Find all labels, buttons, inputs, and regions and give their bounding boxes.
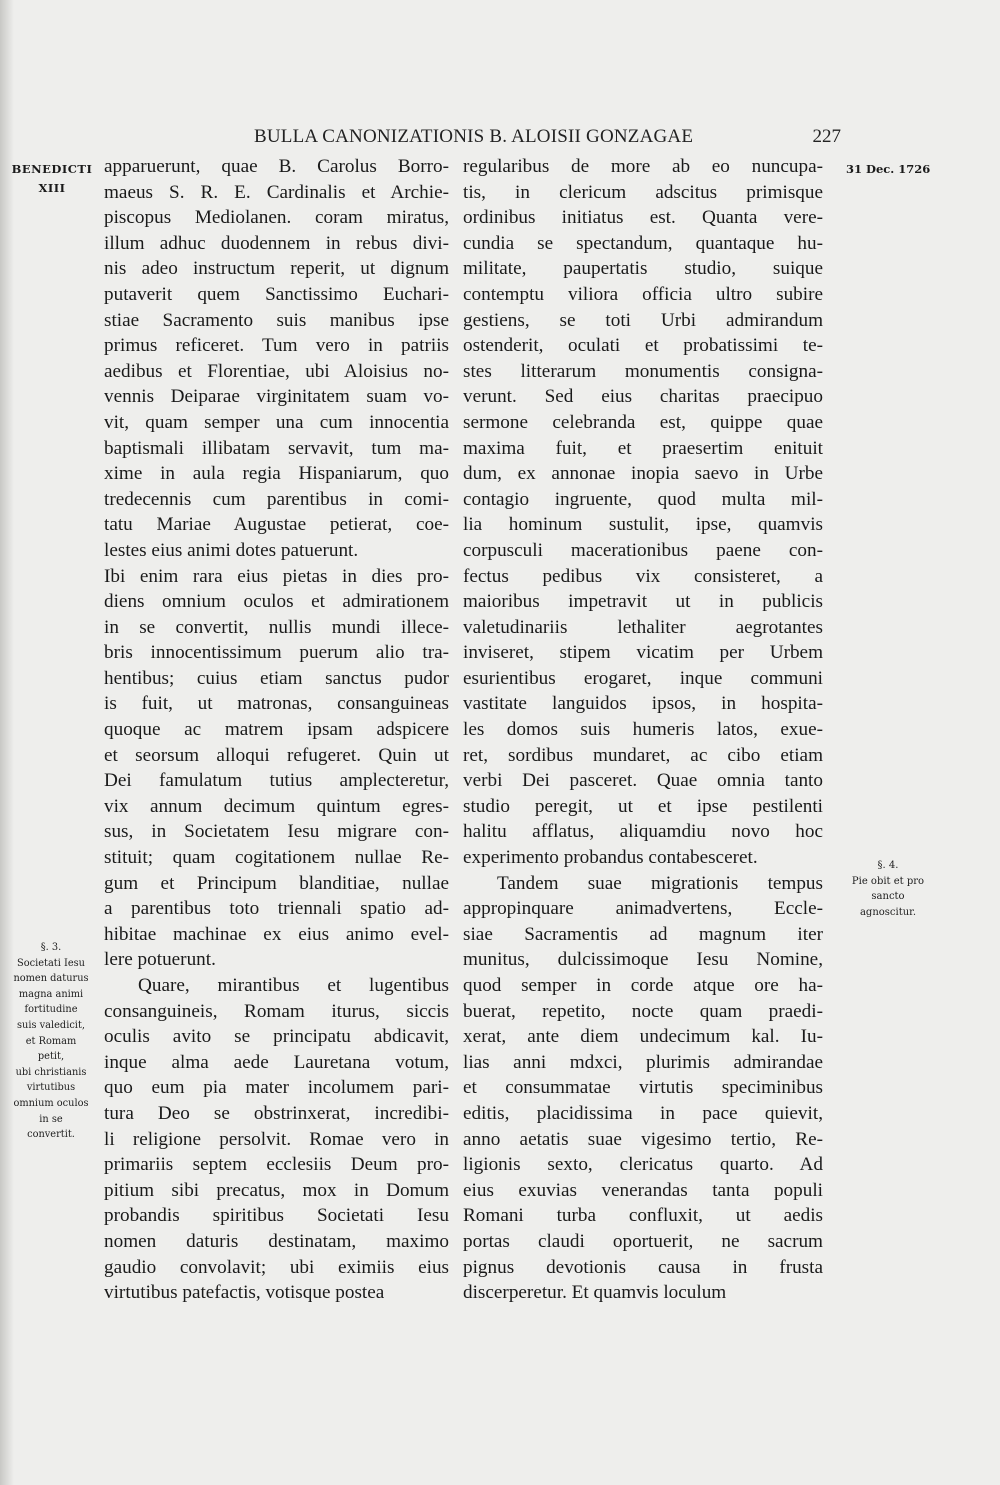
text-line: et consummatae virtutis speciminibus <box>463 1077 823 1099</box>
margin-note-line: §. 3. <box>40 942 62 953</box>
text-line: Quare, mirantibus et lugentibus <box>138 975 449 996</box>
text-line: portas claudi oportuerit, ne sacrum <box>463 1230 823 1252</box>
text-line: probandis spiritibus Societati Iesu <box>104 1205 449 1227</box>
text-line: tura Deo se obstrinxerat, incredibi- <box>104 1102 449 1124</box>
text-line: quoque ac matrem ipsam adspicere <box>104 719 449 741</box>
margin-note-line: Societati Iesu <box>17 957 85 969</box>
margin-note-section-3 <box>4 940 98 1143</box>
text-line: discerperetur. Et quamvis loculum <box>463 1282 727 1304</box>
margin-pope-line: XIII <box>38 181 66 195</box>
text-line: gaudio convolavit; ubi eximiis eius <box>104 1256 449 1278</box>
margin-note-line: convertit. <box>27 1129 75 1141</box>
text-line: valetudinariis lethaliter aegrotantes <box>463 616 823 638</box>
text-line: stes litterarum monumentis consigna- <box>463 360 823 382</box>
margin-note-line: virtutibus <box>26 1082 76 1094</box>
margin-note-line: petit, <box>37 1051 65 1063</box>
text-line: vennis Deiparae virginitatem suam vo- <box>104 386 449 408</box>
text-line: xerat, ante diem undecimum kal. Iu- <box>463 1026 823 1048</box>
text-line: contemptu viliora officia ultro subire <box>463 283 823 305</box>
text-line: in se convertit, nullis mundi illece- <box>104 616 449 638</box>
text-line: contagio ingruente, quod multa mil- <box>463 488 823 510</box>
text-line: tatu Mariae Augustae petierat, coe- <box>104 514 449 536</box>
text-line: gestiens, se toti Urbi admirandum <box>463 309 823 331</box>
text-line: vit, quam semper una cum innocentia <box>104 411 449 433</box>
margin-note-line: fortitudine <box>24 1004 78 1016</box>
text-line: gum et Principum blanditiae, nullae <box>104 872 449 894</box>
text-line: pitium sibi precatus, mox in Domum <box>104 1179 449 1201</box>
text-line: fectus pedibus vix consisteret, a <box>463 565 823 587</box>
margin-note-line: suis valedicit, <box>17 1019 85 1031</box>
page-header <box>106 126 841 154</box>
text-line: editis, placidissima in pace quievit, <box>463 1102 823 1124</box>
text-line: Dei famulatum tutius amplecteretur, <box>104 770 449 792</box>
text-line: appropinquare animadvertens, Eccle- <box>463 898 823 920</box>
text-line: halitu afflatus, aliquamdiu novo hoc <box>463 821 823 843</box>
running-title: BULLA CANONIZATIONIS B. ALOISII GONZAGAE <box>254 126 694 147</box>
text-line: quo eum pia mater incolumem pari- <box>104 1077 449 1099</box>
text-line: ret, sordibus mundaret, ac cibo etiam <box>463 744 823 766</box>
text-line: eius exuvias venerandas tanta populi <box>463 1179 823 1201</box>
text-line: stiae Sacramento suis manibus ipse <box>104 309 449 331</box>
text-line: lia hominum sustulit, ipse, quamvis <box>463 514 823 536</box>
text-line: tredecennis cum parentibus in comi- <box>104 488 449 510</box>
text-line: Romani turba confluxit, ut aedis <box>463 1205 823 1227</box>
text-line: hentibus; cuius etiam sanctus pudor <box>104 667 449 689</box>
text-line: aedibus et Florentiae, ubi Aloisius no- <box>104 360 449 382</box>
margin-pope-line: BENEDICTI <box>11 162 93 176</box>
text-line: Ibi enim rara eius pietas in dies pro- <box>104 565 449 587</box>
text-line: xime in aula regia Hispaniarum, quo <box>104 463 449 485</box>
text-line: a parentibus toto triennali spatio ad- <box>104 898 449 920</box>
margin-date: 31 Dec. 1726 <box>846 162 931 176</box>
text-line: quod semper in corde atque ore ha- <box>463 975 823 996</box>
text-line: lestes eius animi dotes patuerunt. <box>104 539 359 561</box>
margin-note-line: sancto <box>871 891 905 903</box>
text-line: is fuit, ut matronas, consanguineas <box>104 693 449 715</box>
text-line: lere potuerunt. <box>104 949 216 971</box>
text-line: et seorsum alloqui refugeret. Quin ut <box>104 744 449 766</box>
text-line: primariis septem ecclesiis Deum pro- <box>104 1154 449 1176</box>
text-line: studio peregit, ut et ipse pestilenti <box>463 795 823 817</box>
text-line: verunt. Sed eius charitas praecipuo <box>463 386 823 408</box>
margin-note-line: in se <box>39 1113 63 1125</box>
text-line: stituit; quam cogitationem nullae Re- <box>104 847 449 869</box>
text-column-right <box>463 154 823 1306</box>
text-line: vastitate languidos ipsos, in hospita- <box>463 693 823 715</box>
margin-note-line: §. 4. <box>877 860 899 871</box>
text-column-left <box>104 154 449 1306</box>
text-line: vix annum decimum quintum egres- <box>104 795 449 817</box>
text-line: ordinibus initiatus est. Quanta vere- <box>463 207 823 229</box>
text-line: esurientibus erogaret, inque communi <box>463 667 823 689</box>
margin-note-line: Pie obit et pro <box>851 875 925 887</box>
margin-note-line: nomen daturus <box>13 973 89 985</box>
page-gutter-shadow <box>0 0 14 1485</box>
text-line: tis, in clericum adscitus primisque <box>463 181 823 203</box>
text-line: oculis avito se principatu abdicavit, <box>104 1026 449 1048</box>
text-line: regularibus de more ab eo nuncupa- <box>463 156 823 177</box>
text-line: inque alma aede Lauretana votum, <box>104 1051 449 1073</box>
text-line: dum, ex annonae inopia saevo in Urbe <box>463 463 823 485</box>
margin-note-line: ubi christianis <box>15 1066 87 1078</box>
text-line: hibitae machinae ex eius animo evel- <box>104 923 449 945</box>
text-line: experimento probandus contabesceret. <box>463 847 758 869</box>
text-line: munitus, dulcissimoque Iesu Nomine, <box>463 949 823 971</box>
text-line: Tandem suae migrationis tempus <box>497 872 823 894</box>
text-line: putaverit quem Sanctissimo Euchari- <box>104 283 449 305</box>
text-line: diens omnium oculos et admirationem <box>104 591 449 613</box>
margin-pope-name <box>6 160 98 198</box>
text-line: primus reficeret. Tum vero in patriis <box>104 335 449 357</box>
text-line: buerat, repetito, nocte quam praedi- <box>463 1000 823 1022</box>
text-line: cundia se spectandum, quantaque hu- <box>463 232 823 254</box>
margin-note-line: et Romam <box>25 1035 77 1047</box>
text-line: les domos suis humeris latos, exue- <box>463 719 823 741</box>
margin-note-line: magna animi <box>18 988 84 1000</box>
text-line: nomen daturis destinatam, maximo <box>104 1230 449 1252</box>
text-line: inviseret, stipem vicatim per Urbem <box>463 642 823 664</box>
text-line: maeus S. R. E. Cardinalis et Archie- <box>104 181 449 203</box>
text-line: maxima fuit, et praesertim enituit <box>463 437 823 459</box>
text-line: pignus devotionis causa in frusta <box>463 1256 823 1278</box>
text-line: corpusculi macerationibus paene con- <box>463 539 823 561</box>
margin-note-section-4 <box>836 858 940 920</box>
text-line: ostenderit, oculati et probatissimi te- <box>463 335 823 357</box>
text-line: virtutibus patefactis, votisque postea <box>104 1282 385 1304</box>
text-line: apparuerunt, quae B. Carolus Borro- <box>104 156 449 177</box>
text-line: illum adhuc duodennem in rebus divi- <box>104 232 449 254</box>
text-line: sermone celebranda est, quippe quae <box>463 411 823 433</box>
text-line: bris innocentissimum puerum alio tra- <box>104 642 449 664</box>
text-line: consanguineis, Romam iturus, siccis <box>104 1000 449 1022</box>
text-line: baptismali illibatam servavit, tum ma- <box>104 437 449 459</box>
text-line: ligionis sexto, clericatus quarto. Ad <box>463 1154 823 1176</box>
margin-note-line: agnoscitur. <box>859 906 917 918</box>
text-line: anno aetatis suae vigesimo tertio, Re- <box>463 1128 823 1150</box>
text-line: siae Sacramentis ad magnum iter <box>463 923 823 945</box>
margin-note-line: omnium oculos <box>13 1097 89 1109</box>
page-number: 227 <box>812 126 841 147</box>
text-line: maioribus impetravit ut in publicis <box>463 591 823 613</box>
text-line: piscopus Mediolanen. coram miratus, <box>104 207 449 229</box>
text-line: lias anni mdxci, plurimis admirandae <box>463 1051 823 1073</box>
text-line: sus, in Societatem Iesu migrare con- <box>104 821 449 843</box>
text-line: li religione persolvit. Romae vero in <box>104 1128 449 1150</box>
text-line: nis adeo instructum reperit, ut dignum <box>104 258 449 280</box>
text-line: militate, paupertatis studio, suique <box>463 258 823 280</box>
text-line: verbi Dei pasceret. Quae omnia tanto <box>463 770 823 792</box>
